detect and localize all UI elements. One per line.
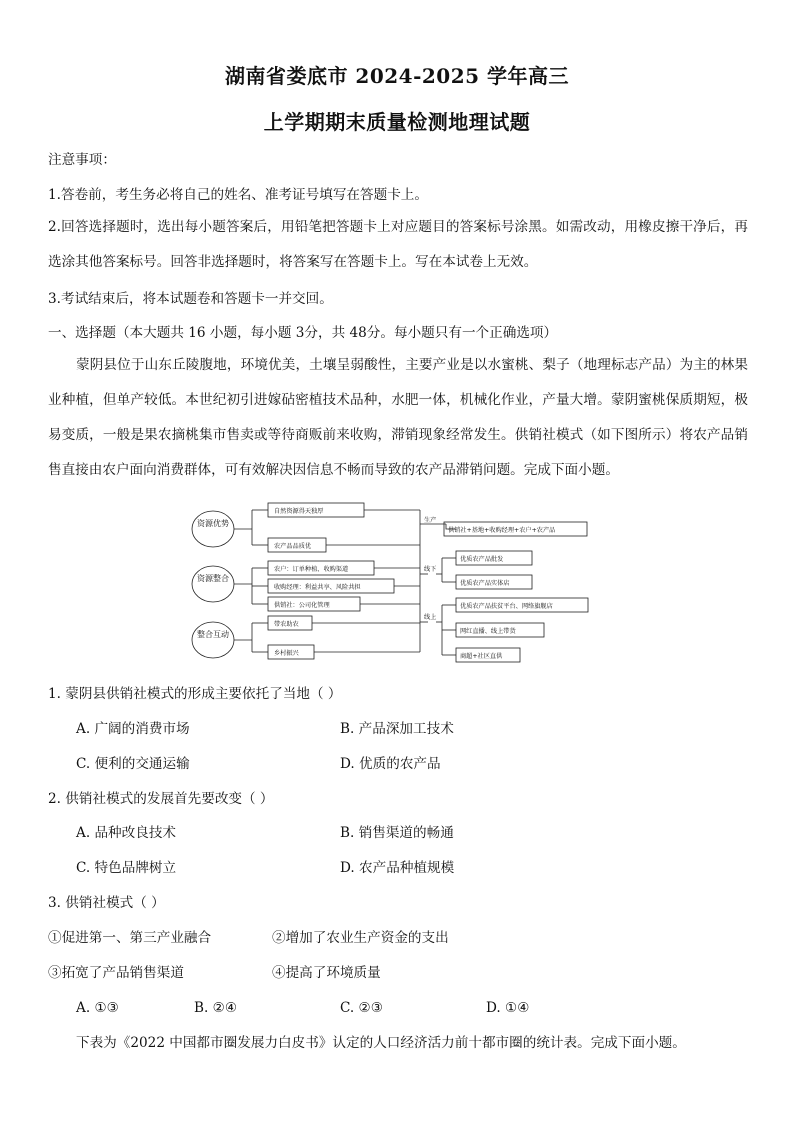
label-production: 生产 <box>424 517 437 524</box>
table-intro-text: 下表为《2022 中国都市圈发展力白皮书》认定的人口经济活力前十都市圈的统计表。完成下面小题。 <box>76 1035 686 1051</box>
q2-option-a: A. 品种改良技术 <box>76 825 177 841</box>
circle-label-2: 资源整合 <box>197 574 229 583</box>
q1-option-c: C. 便利的交通运输 <box>76 756 190 772</box>
label-online: 线上 <box>424 614 437 621</box>
passage-text: 蒙阴县位于山东丘陵腹地，环境优美，土壤呈弱酸性，主要产业是以水蜜桃、梨子（地理标志产品）为主的林果业种植，但单产较低。本世纪初引进嫁砧密植技术品种，水肥一体，机械化作业，产量大增。蒙阴蜜桃保质期短，极易变质，一般是果农摘桃集市售卖或等待商贩前来收购，滞销现象经常发生。供销社模式（如下图所示）将农产品销售直接由农户面向消费群体，可有效解决因信息不畅而导致的农产品滞销问题。完成下面小题。 <box>48 357 748 478</box>
q1-option-d: D. 优质的农产品 <box>340 756 441 772</box>
section-heading: 一、选择题（本大题共 16 小题，每小题 3分，共 48分。每小题只有一个正确选项） <box>48 325 558 341</box>
box-purchase-manager: 收购经理：利益共享、风险共担 <box>274 584 361 591</box>
circle-resource-advantage <box>192 511 234 547</box>
box-product-quality: 农产品品质优 <box>274 543 312 550</box>
q3-statement-4: ④提高了环境质量 <box>272 965 381 981</box>
circle-label-1: 资源优势 <box>197 519 229 528</box>
q3-statement-3: ③拓宽了产品销售渠道 <box>48 965 184 981</box>
box-wholesale: 优质农产品批发 <box>460 556 504 563</box>
q3-statement-1: ①促进第一、第三产业融合 <box>48 930 212 946</box>
q1-option-b: B. 产品深加工技术 <box>340 721 454 737</box>
box-natural-resources: 自然资源得天独厚 <box>274 508 324 515</box>
exam-title-line1: 湖南省娄底市 2024-2025 学年高三 <box>224 64 570 88</box>
box-online-platform: 优质农产品扶贫平台、网络旗舰店 <box>460 603 553 610</box>
q2-option-c: C. 特色品牌树立 <box>76 860 177 876</box>
question-3-stem: 3. 供销社模式（ ） <box>48 895 165 911</box>
question-2-stem: 2. 供销社模式的发展首先要改变（ ） <box>48 791 274 807</box>
circle-label-3: 整合互动 <box>197 630 229 639</box>
q3-option-d: D. ①④ <box>486 1000 530 1016</box>
supply-marketing-diagram <box>186 498 596 668</box>
q3-option-c: C. ②③ <box>340 1000 383 1016</box>
box-supermarket: 商超+社区直供 <box>460 653 503 660</box>
box-physical-store: 优质农产品实体店 <box>460 580 510 587</box>
circle-integration-interaction <box>192 622 234 658</box>
box-farmers: 农户：订单种植、收购渠道 <box>274 566 349 573</box>
notice-item-2: 2.回答选择题时，选出每小题答案后，用铅笔把答题卡上对应题目的答案标号涂黑。如需改动，用橡皮擦干净后，再选涂其他答案标号。回答非选择题时，将答案写在答题卡上。写在本试卷上无效。 <box>48 219 748 270</box>
q3-statement-2: ②增加了农业生产资金的支出 <box>272 930 449 946</box>
q2-option-d: D. 农产品种植规模 <box>340 860 455 876</box>
box-coop: 供销社：公司化管理 <box>274 602 330 609</box>
box-livestream: 网红直播、线上带货 <box>460 628 516 635</box>
q3-option-b: B. ②④ <box>194 1000 238 1016</box>
notice-item-1: 1.答卷前，考生务必将自己的姓名、准考证号填写在答题卡上。 <box>48 187 428 203</box>
q2-option-b: B. 销售渠道的畅通 <box>340 825 454 841</box>
question-1-stem: 1. 蒙阴县供销社模式的形成主要依托了当地（ ） <box>48 686 342 702</box>
q3-option-a: A. ①③ <box>76 1000 119 1016</box>
notice-heading: 注意事项： <box>48 152 116 168</box>
box-help-farmers: 带农助农 <box>274 621 299 628</box>
label-offline: 线下 <box>424 566 437 573</box>
q1-option-a: A. 广阔的消费市场 <box>76 721 190 737</box>
notice-item-3: 3.考试结束后，将本试题卷和答题卡一并交回。 <box>48 291 333 307</box>
box-coop-chain: 供销社+基地+收购经理+农户+农产品 <box>448 527 556 534</box>
box-rural-revitalization: 乡村振兴 <box>274 650 299 657</box>
exam-title-line2: 上学期期末质量检测地理试题 <box>263 110 531 134</box>
circle-resource-integration <box>192 566 234 602</box>
